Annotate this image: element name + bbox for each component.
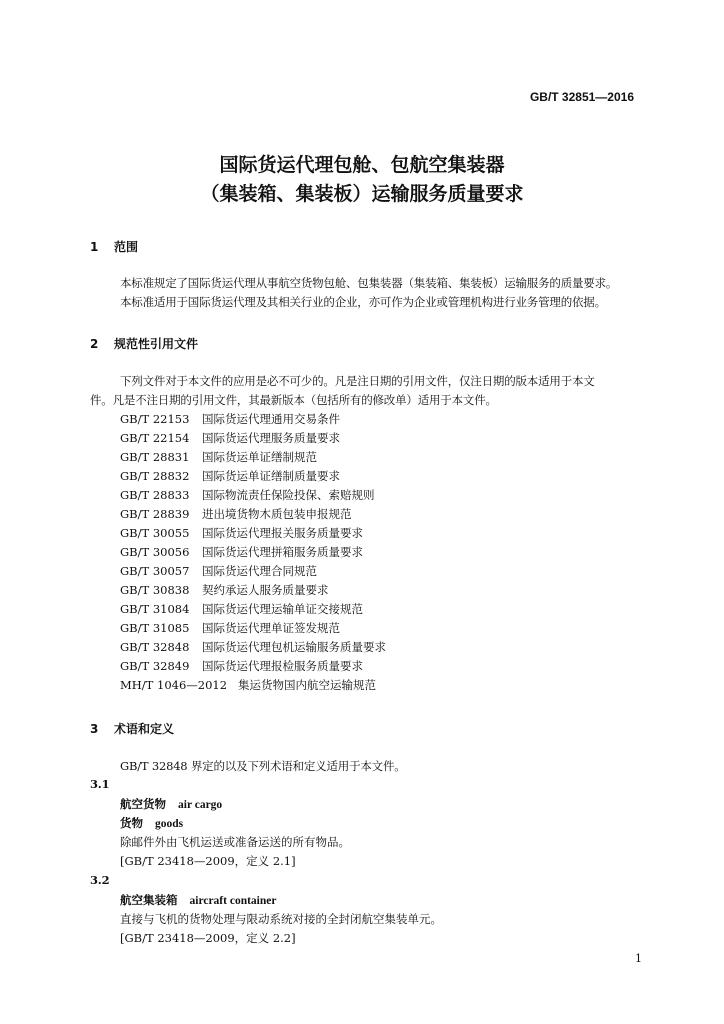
reference-item	[120, 544, 363, 560]
document-title-line2: （集装箱、集装板）运输服务质量要求	[200, 183, 524, 205]
reference-code: GB/T 30056	[120, 545, 190, 559]
section-2-intro-line-2: 件。凡是不注日期的引用文件，其最新版本（包括所有的修改单）适用于本文件。	[90, 393, 497, 407]
reference-code: GB/T 31085	[120, 621, 190, 635]
section-title: 术语和定义	[114, 722, 175, 736]
term-entry	[120, 892, 276, 908]
reference-code: GB/T 22153	[120, 412, 190, 426]
section-number: 3	[90, 722, 99, 736]
term-entry	[120, 796, 222, 812]
reference-code: GB/T 22154	[120, 431, 190, 445]
reference-item	[120, 620, 340, 636]
term-english: air cargo	[178, 799, 223, 811]
page-number: 1	[635, 952, 642, 965]
reference-code: GB/T 32849	[120, 659, 190, 673]
term-source: [GB/T 23418—2009，定义 2.1]	[120, 854, 296, 868]
reference-title: 契约承运人服务质量要求	[202, 583, 329, 597]
section-2-heading	[90, 335, 198, 352]
reference-item	[120, 411, 340, 427]
section-title: 规范性引用文件	[114, 337, 199, 351]
section-3-heading	[90, 720, 174, 737]
reference-title: 国际货运代理包机运输服务质量要求	[202, 640, 386, 654]
reference-code: GB/T 30838	[120, 583, 190, 597]
term-source: [GB/T 23418—2009，定义 2.2]	[120, 931, 296, 945]
term-definition: 直接与飞机的货物处理与限动系统对接的全封闭航空集装单元。	[120, 912, 442, 926]
reference-item	[120, 563, 317, 579]
term-chinese: 航空货物	[120, 797, 166, 811]
reference-code: GB/T 30057	[120, 564, 190, 578]
document-title-line1: 国际货运代理包舱、包航空集装器	[219, 154, 505, 176]
standard-number: GB/T 32851—2016	[529, 90, 634, 104]
reference-code: GB/T 31084	[120, 602, 190, 616]
reference-item	[120, 677, 376, 693]
term-number: 3.1	[90, 777, 110, 791]
reference-item	[120, 468, 340, 484]
reference-title: 国际货运代理合同规范	[202, 564, 317, 578]
reference-title: 国际货运单证缮制质量要求	[202, 469, 340, 483]
reference-item	[120, 487, 375, 503]
reference-item	[120, 449, 317, 465]
reference-title: 国际货运代理拼箱服务质量要求	[202, 545, 363, 559]
reference-code: GB/T 30055	[120, 526, 190, 540]
reference-code: GB/T 28839	[120, 507, 190, 521]
reference-title: 国际物流责任保险投保、索赔规则	[202, 488, 375, 502]
reference-title: 国际货运代理服务质量要求	[202, 431, 340, 445]
reference-code: MH/T 1046—2012	[120, 678, 228, 692]
section-1-paragraph-2: 本标准适用于国际货运代理及其相关行业的企业，亦可作为企业或管理机构进行业务管理的依据。	[120, 295, 606, 309]
reference-title: 国际货运代理运输单证交接规范	[202, 602, 363, 616]
reference-item	[120, 525, 363, 541]
section-number: 2	[90, 337, 99, 351]
reference-code: GB/T 32848	[120, 640, 190, 654]
reference-code: GB/T 28833	[120, 488, 190, 502]
reference-code: GB/T 28832	[120, 469, 190, 483]
term-synonym	[120, 815, 183, 831]
section-3-intro: GB/T 32848 界定的以及下列术语和定义适用于本文件。	[120, 759, 406, 773]
reference-title: 国际货运代理报检服务质量要求	[202, 659, 363, 673]
reference-title: 进出境货物木质包装申报规范	[202, 507, 352, 521]
reference-item	[120, 430, 340, 446]
reference-item	[120, 506, 352, 522]
reference-item	[120, 582, 329, 598]
reference-item	[120, 601, 363, 617]
reference-title: 国际货运代理报关服务质量要求	[202, 526, 363, 540]
synonym-chinese: 货物	[120, 816, 143, 830]
section-1-paragraph-1: 本标准规定了国际货运代理从事航空货物包舱、包集装器（集装箱、集装板）运输服务的质量要求。	[120, 276, 618, 290]
section-2-intro-line-1: 下列文件对于本文件的应用是必不可少的。凡是注日期的引用文件，仅注日期的版本适用于本文	[120, 374, 595, 388]
section-1-heading	[90, 238, 138, 255]
section-title: 范围	[114, 240, 139, 254]
reference-title: 集运货物国内航空运输规范	[238, 678, 376, 692]
term-number: 3.2	[90, 873, 110, 887]
reference-code: GB/T 28831	[120, 450, 190, 464]
reference-item	[120, 639, 386, 655]
term-chinese: 航空集装箱	[120, 893, 178, 907]
term-english: aircraft container	[189, 895, 277, 907]
reference-title: 国际货运代理通用交易条件	[202, 412, 340, 426]
reference-title: 国际货运单证缮制规范	[202, 450, 317, 464]
reference-item	[120, 658, 363, 674]
term-definition: 除邮件外由飞机运送或准备运送的所有物品。	[120, 835, 350, 849]
section-number: 1	[90, 240, 99, 254]
reference-title: 国际货运代理单证签发规范	[202, 621, 340, 635]
synonym-english: goods	[155, 818, 184, 830]
